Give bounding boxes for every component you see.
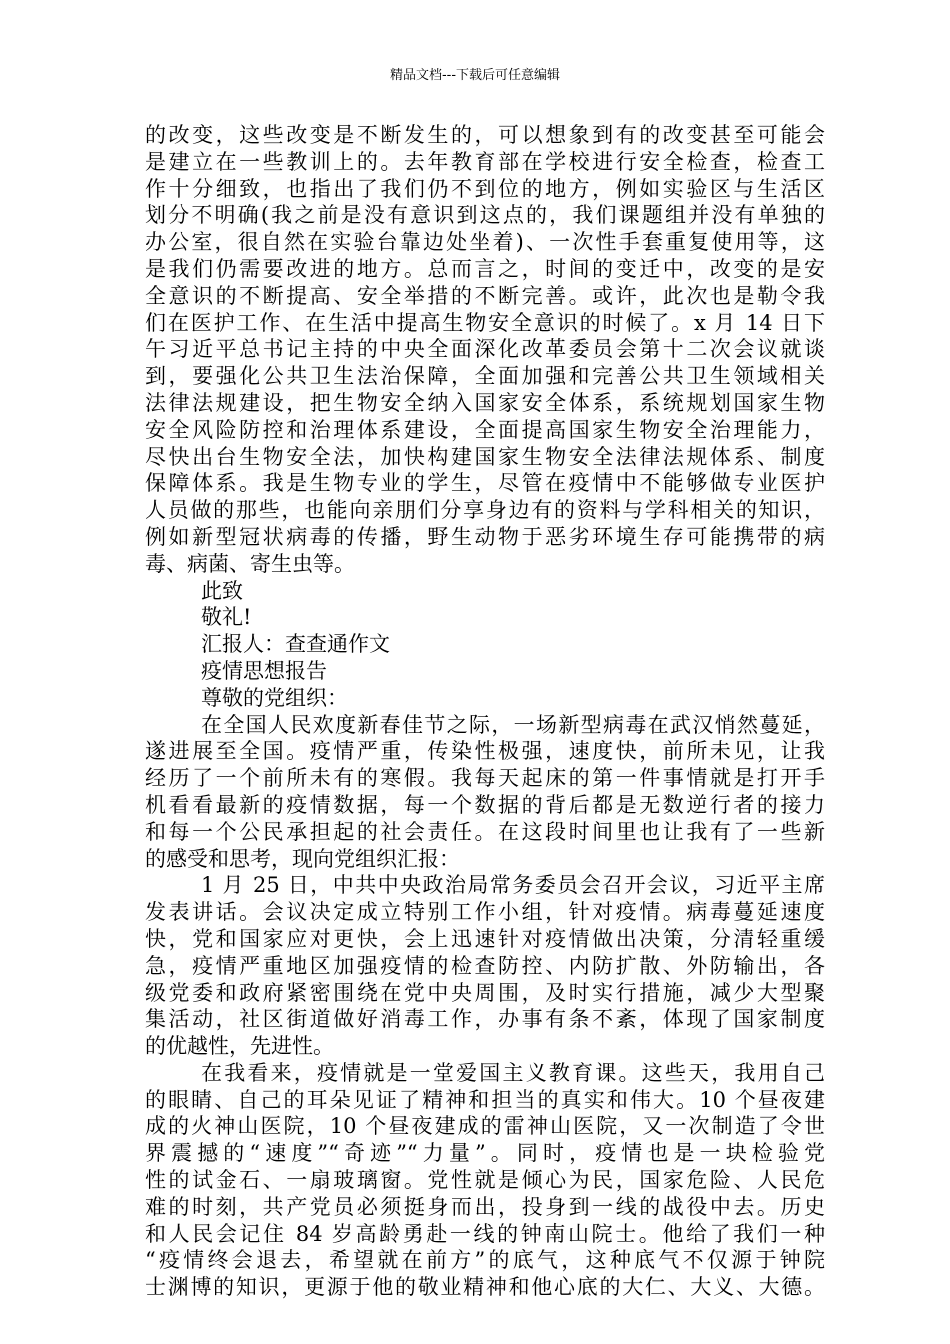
text-line: 作十分细致，也指出了我们仍不到位的地方，例如实验区与生活区 (145, 176, 825, 201)
text-line: 办公室，很自然在实验台靠边处坐着)、一次性手套重复使用等，这 (145, 230, 825, 255)
text-line: 敬礼! (201, 605, 252, 630)
text-line: 们在医护工作、在生活中提高生物安全意识的时候了。x 月 14 日下 (145, 310, 825, 335)
text-line: 尽快出台生物安全法，加快构建国家生物安全法律法规体系、制度 (145, 444, 825, 469)
text-line: 疫情思想报告 (201, 658, 327, 683)
text-line: 成的火神山医院，10 个昼夜建成的雷神山医院，又一次制造了令世 (145, 1114, 825, 1139)
text-line: 在我看来，疫情就是一堂爱国主义教育课。这些天，我用自己 (201, 1060, 825, 1085)
text-line: 的眼睛、自己的耳朵见证了精神和担当的真实和伟大。10 个昼夜建 (145, 1087, 825, 1112)
text-line: 级党委和政府紧密围绕在党中央周围，及时实行措施，减少大型聚 (145, 980, 825, 1005)
text-line: 快，党和国家应对更快，会上迅速针对疫情做出决策，分清轻重缓 (145, 926, 825, 951)
text-line: 安全风险防控和治理体系建设，全面提高国家生物安全治理能力， (145, 417, 825, 442)
page-header: 精品文档---下载后可任意编辑 (389, 68, 561, 83)
text-line: 的改变，这些改变是不断发生的，可以想象到有的改变甚至可能会 (145, 123, 825, 147)
text-line: 发表讲话。会议决定成立特别工作小组，针对疫情。病毒蔓延速度 (145, 900, 825, 925)
text-line: 机看看最新的疫情数据，每一个数据的背后都是无数逆行者的接力 (145, 792, 825, 817)
text-line: 难的时刻，共产党员必须挺身而出，投身到一线的战役中去。历史 (145, 1194, 825, 1219)
text-line: 是我们仍需要改进的地方。总而言之，时间的变迁中，改变的是安 (145, 256, 825, 281)
text-line: 遂进展至全国。疫情严重，传染性极强，速度快，前所未见，让我 (145, 739, 825, 764)
text-line: 此致 (201, 578, 243, 603)
text-line: 全意识的不断提高、安全举措的不断完善。或许，此次也是勒令我 (145, 283, 825, 308)
text-line: 到，要强化公共卫生法治保障，全面加强和完善公共卫生领域相关 (145, 364, 825, 389)
text-line: 士渊博的知识，更源于他的敬业精神和他心底的大仁、大义、大德。 (145, 1275, 825, 1300)
text-line: 和每一个公民承担起的社会责任。在这段时间里也让我有了一些新 (145, 819, 825, 844)
text-line: 的优越性，先进性。 (145, 1034, 334, 1059)
text-line: 的感受和思考，现向党组织汇报： (145, 846, 460, 871)
text-line: “疫情终会退去，希望就在前方”的底气，这种底气不仅源于钟院 (145, 1248, 825, 1273)
text-line: 人员做的那些，也能向亲朋们分享身边有的资料与学科相关的知识， (145, 498, 825, 523)
text-line: 划分不明确(我之前是没有意识到这点的，我们课题组并没有单独的 (145, 203, 825, 228)
text-line: 性的试金石、一扇玻璃窗。党性就是倾心为民，国家危险、人民危 (145, 1168, 825, 1193)
text-line: 保障体系。我是生物专业的学生，尽管在疫情中不能够做专业医护 (145, 471, 825, 496)
text-line: 1 月 25 日，中共中央政治局常务委员会召开会议，习近平主席 (201, 873, 825, 898)
text-line: 集活动，社区街道做好消毒工作，办事有条不紊，体现了国家制度 (145, 1007, 825, 1032)
text-line: 例如新型冠状病毒的传播，野生动物于恶劣环境生存可能携带的病 (145, 524, 825, 549)
text-line: 急，疫情严重地区加强疫情的检查防控、内防扩散、外防输出，各 (145, 953, 825, 978)
text-line: 界震撼的“速度”“奇迹”“力量”。同时，疫情也是一块检验党 (145, 1141, 825, 1166)
text-line: 经历了一个前所未有的寒假。我每天起床的第一件事情就是打开手 (145, 766, 825, 791)
document-body (145, 122, 825, 1301)
text-line: 汇报人：查查通作文 (201, 632, 390, 657)
text-line: 午习近平总书记主持的中央全面深化改革委员会第十二次会议就谈 (145, 337, 825, 362)
text-line: 法律法规建设，把生物安全纳入国家安全体系，系统规划国家生物 (145, 390, 825, 415)
text-line: 和人民会记住 84 岁高龄勇赴一线的钟南山院士。他给了我们一种 (145, 1221, 825, 1246)
text-line: 是建立在一些教训上的。去年教育部在学校进行安全检查，检查工 (145, 149, 825, 174)
text-line: 毒、病菌、寄生虫等。 (145, 551, 355, 576)
text-line: 尊敬的党组织： (201, 685, 348, 710)
text-line: 在全国人民欢度新春佳节之际，一场新型病毒在武汉悄然蔓延， (201, 712, 825, 737)
